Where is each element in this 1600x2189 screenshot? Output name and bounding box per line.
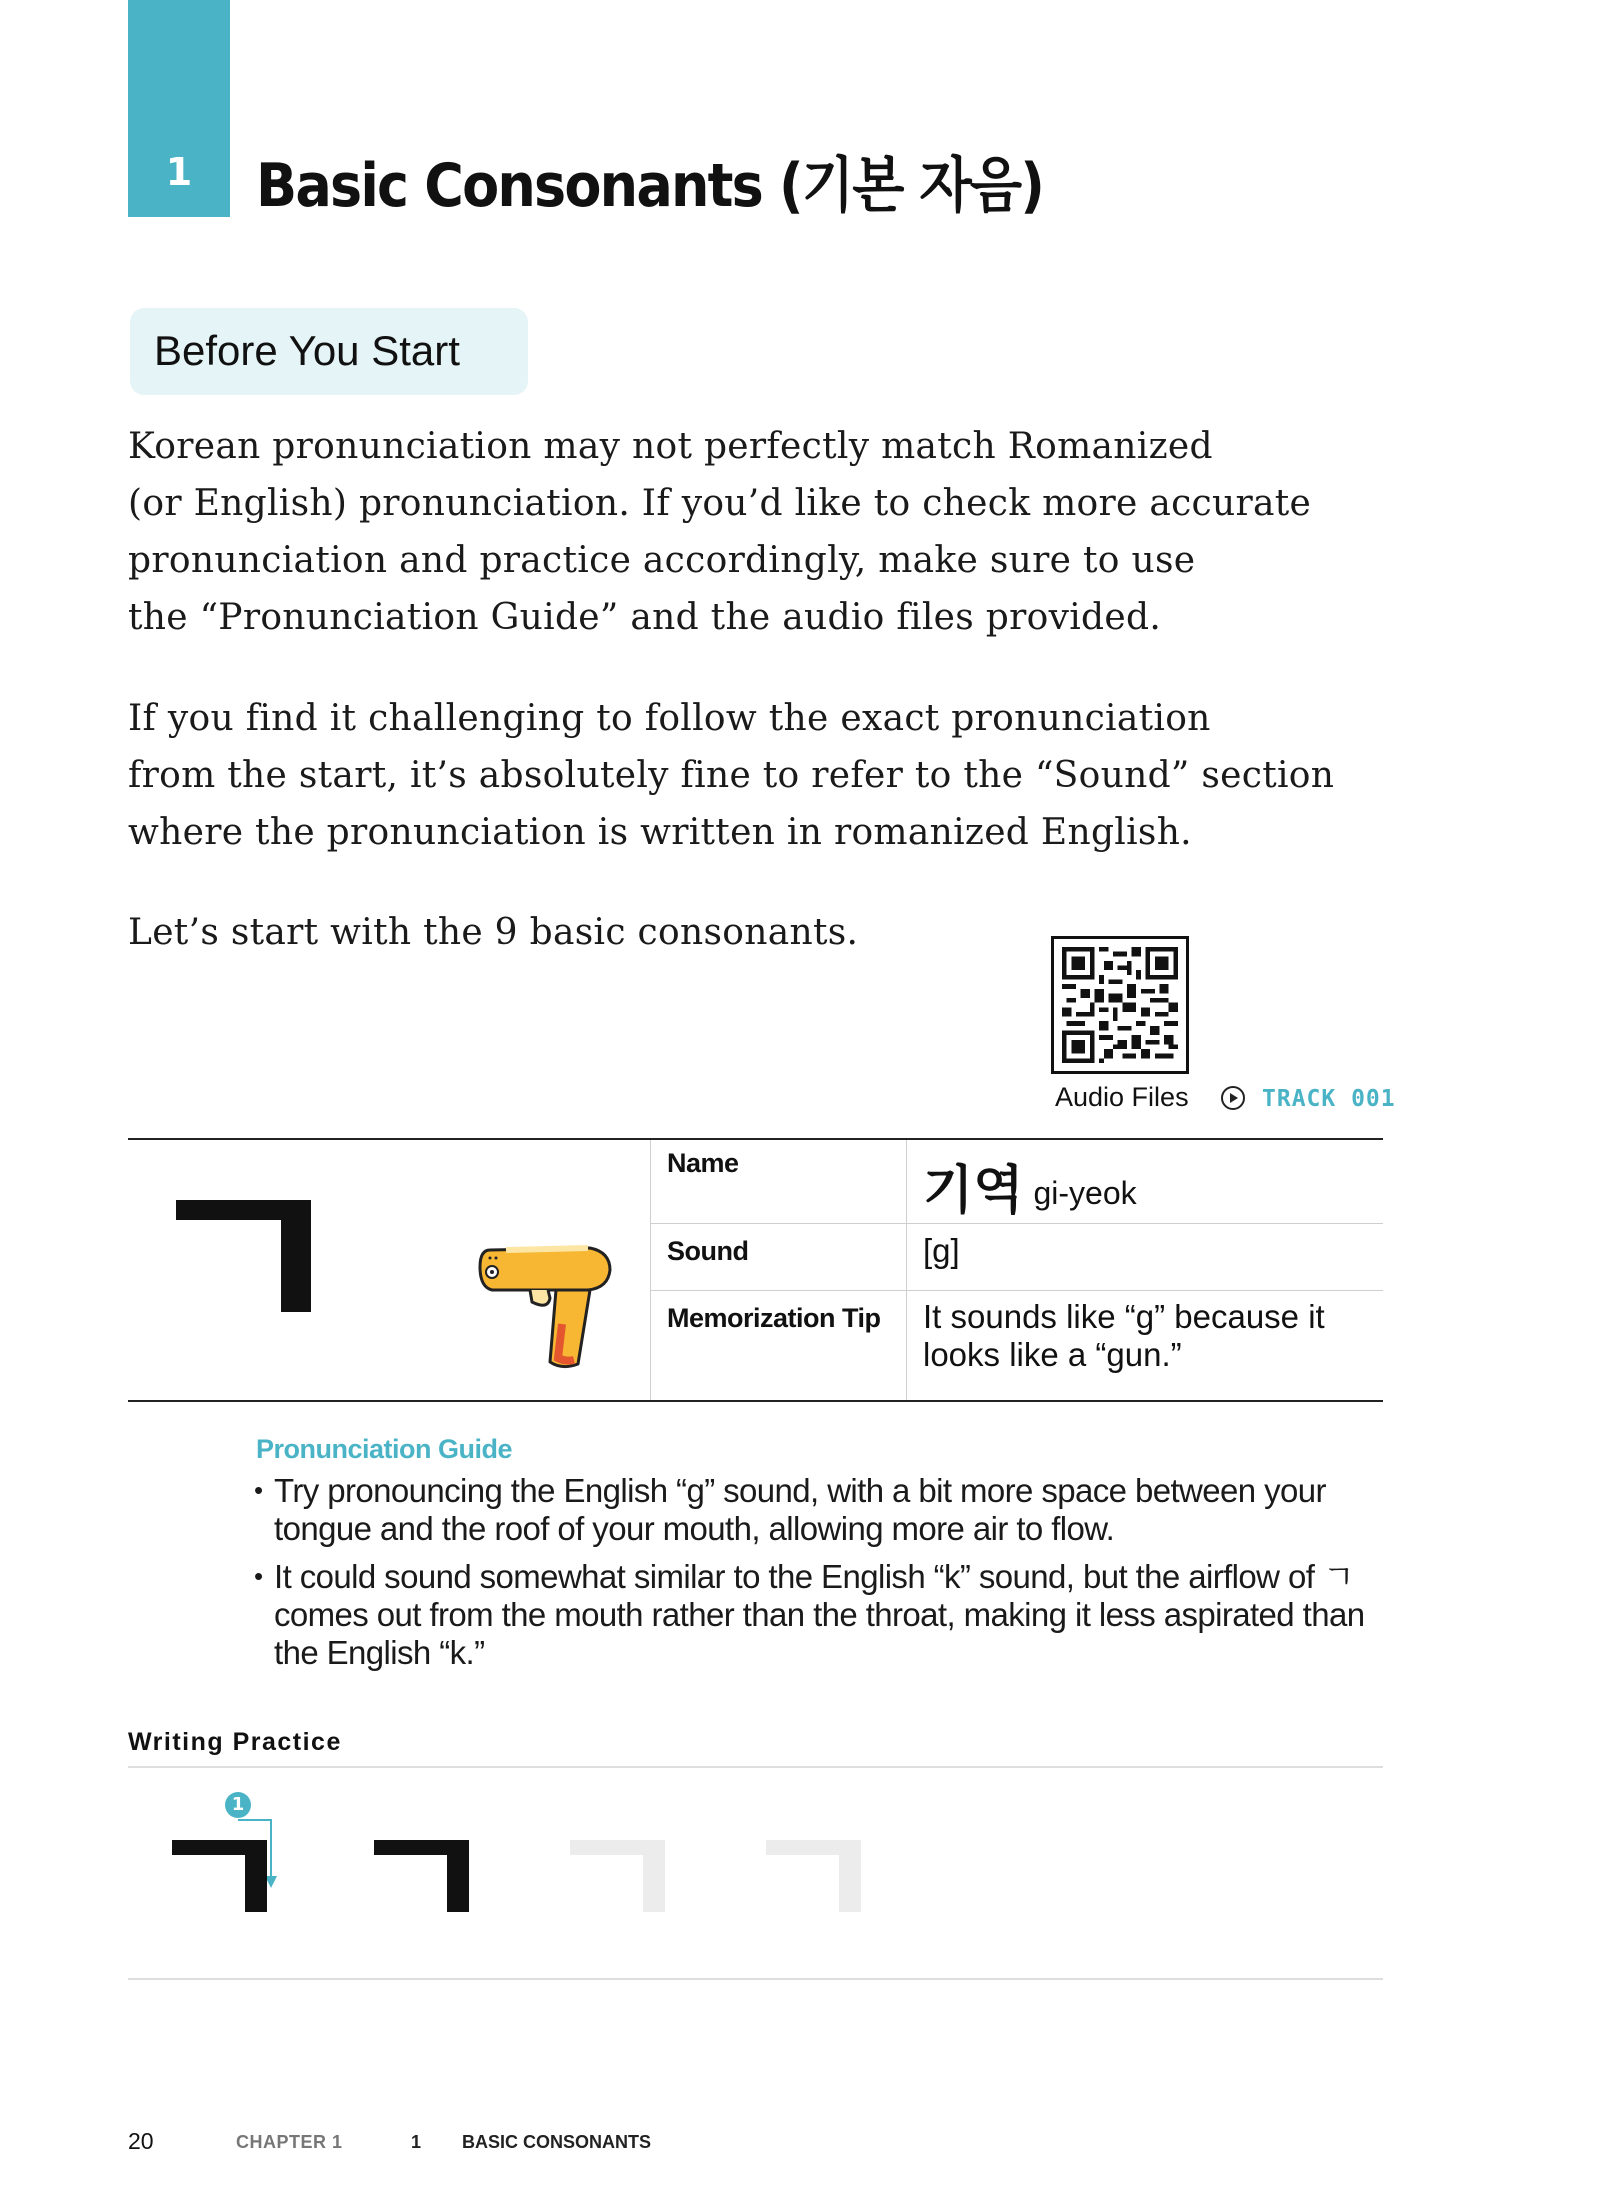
- practice-glyph-trace[interactable]: [766, 1840, 861, 1912]
- page-number: 20: [128, 2128, 154, 2154]
- text-line: where the pronunciation is written in romanized English.: [128, 812, 1192, 853]
- table-row-divider: [650, 1290, 1383, 1291]
- list-item: • It could sound somewhat similar to the English “k” sound, but the airflow of ㄱ comes out from the mouth rather than the throat, making it less aspirated than the English “k.”: [254, 1558, 1384, 1672]
- text-line: If you find it challenging to follow the exact pronunciation: [128, 698, 1211, 739]
- page-title: Basic Consonants (기본 자음): [256, 151, 1044, 221]
- section-label: Before You Start: [154, 327, 460, 374]
- footer-section-title: BASIC CONSONANTS: [462, 2132, 652, 2152]
- table-bottom-rule: [128, 1400, 1383, 1402]
- text-line: Let’s start with the 9 basic consonants.: [128, 912, 859, 953]
- table-row-divider: [650, 1223, 1383, 1224]
- name-romanized: gi-yeok: [1033, 1175, 1137, 1211]
- text-line: (or English) pronunciation. If you’d like to check more accurate: [128, 483, 1312, 524]
- footer-section-number: 1: [411, 2132, 422, 2152]
- intro-paragraph-2: [128, 690, 1368, 861]
- memorization-tip-label: Memorization Tip: [667, 1303, 881, 1333]
- consonant-character-glyph: [176, 1200, 311, 1312]
- practice-top-rule: [128, 1766, 1383, 1768]
- practice-glyph-trace[interactable]: [570, 1840, 665, 1912]
- practice-glyph-guided: [172, 1840, 267, 1912]
- name-value: [923, 1148, 1137, 1223]
- intro-paragraph-1: [128, 418, 1368, 646]
- table-divider: [650, 1140, 651, 1400]
- pronunciation-guide-list: [254, 1472, 1384, 1682]
- sound-label: Sound: [667, 1236, 749, 1266]
- pronunciation-guide-title: Pronunciation Guide: [256, 1434, 513, 1464]
- gun-icon: [470, 1232, 620, 1372]
- track-number[interactable]: TRACK 001: [1262, 1086, 1396, 1112]
- writing-practice-title: Writing Practice: [128, 1728, 342, 1756]
- text-line: Korean pronunciation may not perfectly match Romanized: [128, 426, 1213, 467]
- name-hangul: 기역: [923, 1161, 1024, 1221]
- list-item: • Try pronouncing the English “g” sound, with a bit more space between your tongue and the roof of your mouth, allowing more air to flow.: [254, 1472, 1384, 1548]
- table-top-rule: [128, 1138, 1383, 1140]
- audio-files-label: Audio Files: [1055, 1082, 1189, 1112]
- qr-code-icon[interactable]: [1051, 936, 1189, 1074]
- play-circle-icon[interactable]: [1220, 1085, 1246, 1111]
- table-divider: [906, 1140, 907, 1400]
- practice-glyph-solid: [374, 1840, 469, 1912]
- stroke-order-badge: 1: [225, 1792, 251, 1818]
- text-line: the “Pronunciation Guide” and the audio files provided.: [128, 597, 1162, 638]
- footer-chapter: CHAPTER 1: [236, 2132, 343, 2152]
- sound-value: [g]: [923, 1232, 960, 1269]
- name-label: Name: [667, 1148, 739, 1178]
- text-line: pronunciation and practice accordingly, make sure to use: [128, 540, 1196, 581]
- chapter-number: 1: [165, 150, 193, 194]
- text-line: from the start, it’s absolutely fine to refer to the “Sound” section: [128, 755, 1335, 796]
- practice-bottom-rule: [128, 1978, 1383, 1980]
- memorization-tip-value: It sounds like “g” because it looks like a “gun.”: [923, 1298, 1325, 1373]
- qr-code-graphic: [1062, 947, 1178, 1063]
